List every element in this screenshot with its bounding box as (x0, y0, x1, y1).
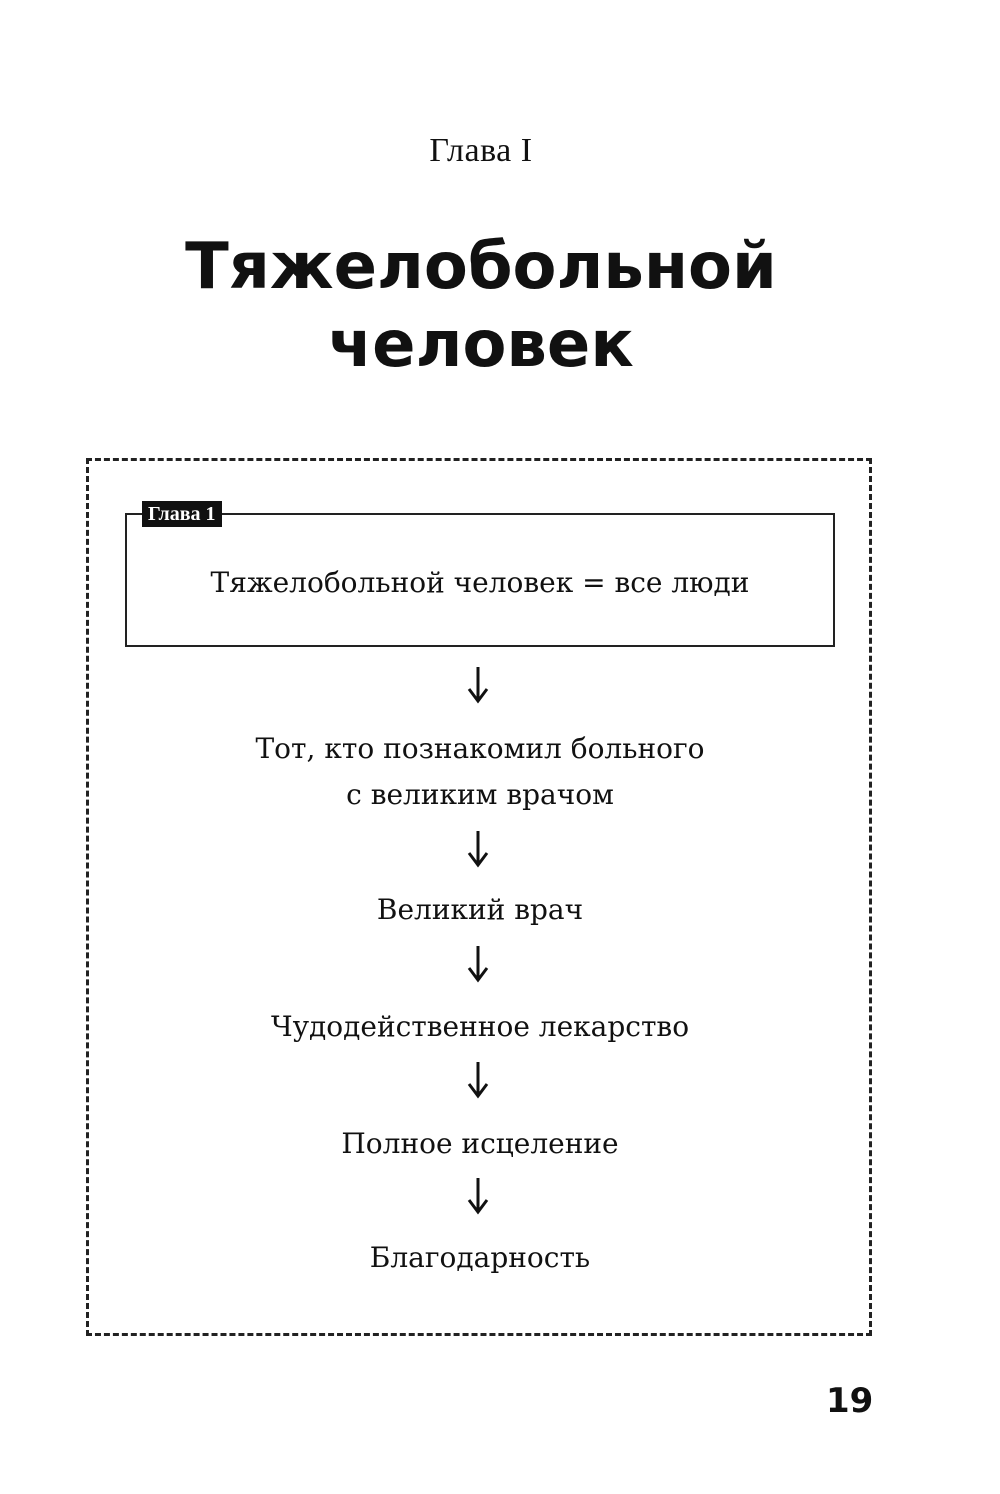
flow-step-introducer (125, 726, 835, 818)
flow-step-line: Благодарность (369, 1241, 591, 1274)
flow-step-line: Полное исцеление (341, 1127, 619, 1160)
chapter-label: Глава I (429, 132, 533, 169)
flow-step-full-healing (125, 1121, 835, 1167)
chapter-title-line-2: человек (328, 308, 634, 382)
flow-step-line: Великий врач (376, 893, 584, 926)
chapter-title-line-1: Тяжелобольной (185, 230, 777, 304)
down-arrow-icon (463, 944, 493, 984)
flow-step-line: Чудодейственное лекарство (270, 1010, 690, 1043)
summary-text: Тяжелобольной человек = все люди (210, 566, 750, 599)
down-arrow-icon (463, 665, 493, 705)
page-number: 19 (826, 1381, 874, 1421)
flow-step-line: Тот, кто познакомил больного (255, 732, 705, 765)
down-arrow-icon (463, 1060, 493, 1100)
flow-step-line: с великим врачом (346, 778, 614, 811)
down-arrow-icon (463, 829, 493, 869)
flow-step-great-doctor (125, 887, 835, 933)
flow-step-miracle-medicine (125, 1004, 835, 1050)
chapter-title (0, 228, 962, 384)
chapter-tag: Глава 1 (142, 501, 222, 527)
flow-step-gratitude (125, 1235, 835, 1281)
down-arrow-icon (463, 1176, 493, 1216)
